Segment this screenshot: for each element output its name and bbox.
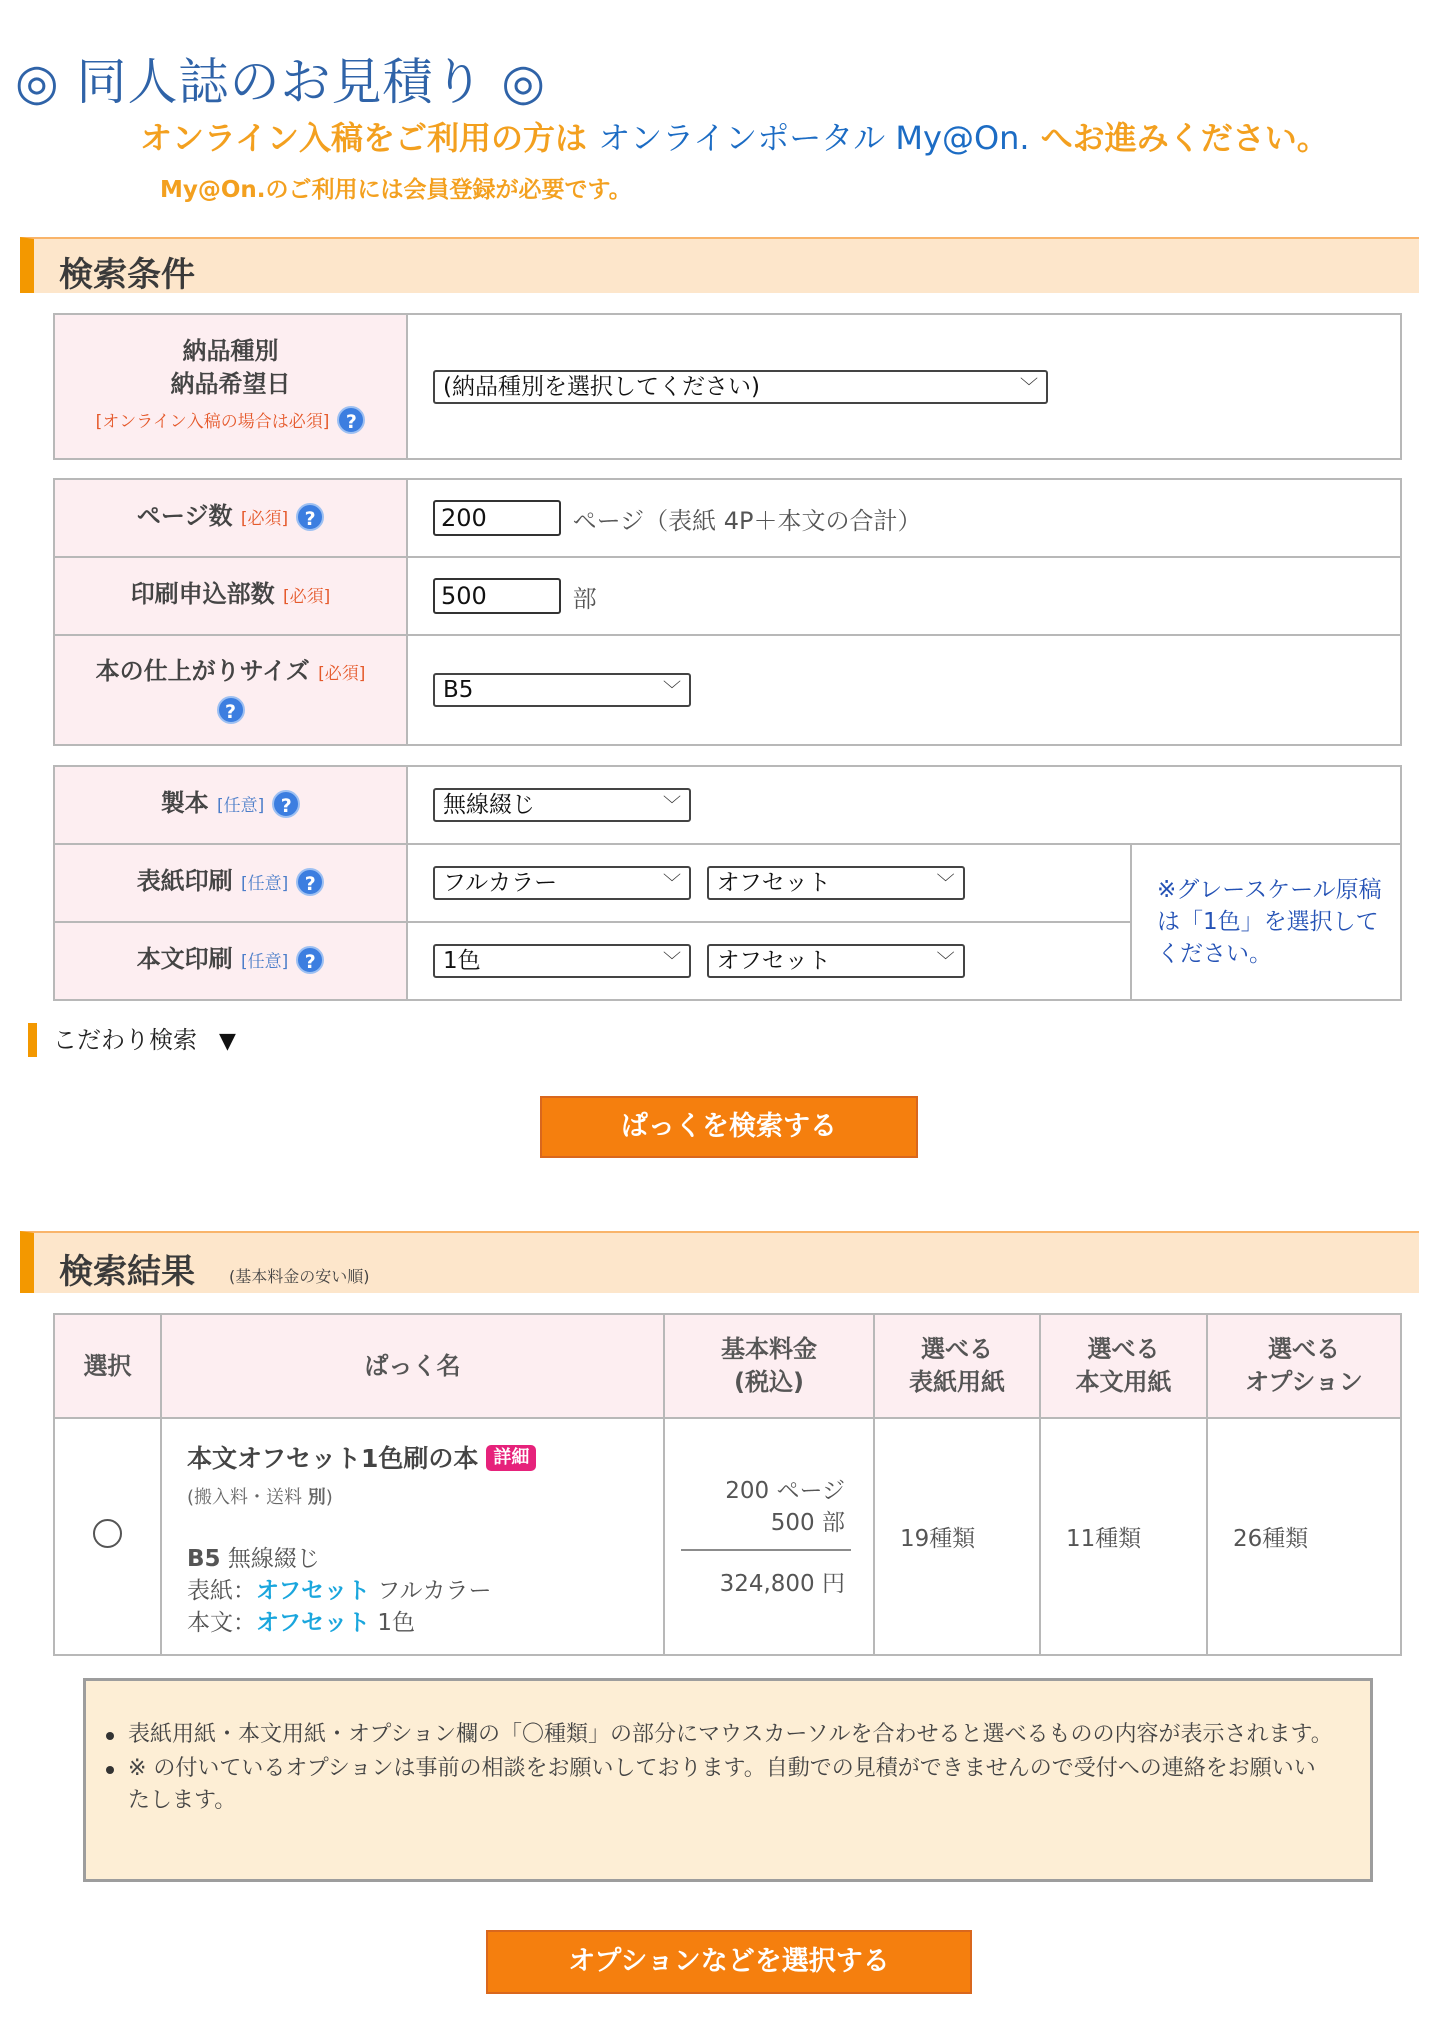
required-tag: [必須] [283, 587, 331, 607]
cover-prefix: 表紙： [187, 1578, 256, 1604]
body-print-label-cell [54, 922, 407, 1000]
member-registration-note: My@On.のご利用には会員登録が必要です。 [160, 177, 632, 203]
help-icon[interactable]: ? [296, 503, 324, 531]
delivery-table [53, 313, 1402, 460]
cover-method: オフセット [256, 1578, 371, 1604]
chevron-down-icon: ﹀ [663, 951, 681, 972]
body-method-select-value: オフセット [716, 948, 831, 974]
pages-label-cell [54, 479, 407, 557]
copies-unit: 部 [572, 584, 597, 613]
advanced-search-toggle[interactable] [28, 1023, 236, 1057]
copies-value-cell [407, 557, 1401, 635]
delivery-label-cell [54, 314, 407, 459]
info-list [104, 1719, 1334, 1817]
binding-label: 製本 [160, 789, 209, 817]
search-pack-button[interactable]: ぱっくを検索する [540, 1096, 918, 1158]
chevron-down-icon: ﹀ [663, 873, 681, 894]
online-portal-notice [140, 113, 1329, 159]
online-prefix: オンライン入稿をご利用の方は [140, 119, 588, 157]
copies-input[interactable]: 500 [433, 578, 561, 614]
print-options-table [53, 765, 1402, 1001]
header-cover-paper-line1: 選べる [921, 1335, 993, 1363]
body-method-select[interactable] [707, 944, 965, 978]
table-row [54, 1418, 1401, 1655]
info-box [83, 1678, 1373, 1882]
search-section-header [20, 237, 1419, 293]
grayscale-note: ※グレースケール原稿は「1色」を選択してください。 [1131, 844, 1401, 1000]
optional-tag: [任意] [217, 796, 265, 816]
size-value-cell [407, 635, 1401, 745]
delivery-type-label: 納品種別 [182, 336, 279, 365]
pack-info-cell [161, 1418, 664, 1655]
pack-spec-cover [187, 1575, 663, 1607]
base-price: 324,800 円 [681, 1549, 851, 1598]
price-pages: 200 ページ [725, 1478, 845, 1504]
triangle-down-icon: ▼ [219, 1029, 236, 1054]
select-options-button[interactable]: オプションなどを選択する [486, 1930, 972, 1994]
body-color-select[interactable] [433, 944, 691, 978]
chevron-down-icon: ﹀ [936, 873, 955, 894]
size-select-value: B5 [443, 677, 474, 703]
results-section-title: 検索結果 [59, 1252, 195, 1292]
results-table [53, 1313, 1402, 1656]
cover-color-select-value: フルカラー [443, 870, 558, 896]
carry-note-prefix: (搬入料・送料 [187, 1487, 303, 1508]
price-cell [664, 1418, 874, 1655]
size-label: 本の仕上がりサイズ [95, 656, 310, 685]
help-icon[interactable]: ? [296, 946, 324, 974]
header-options-line2: オプション [1245, 1368, 1363, 1396]
results-header-row [54, 1314, 1401, 1418]
delivery-type-select-value: (納品種別を選択してください) [443, 373, 760, 400]
carry-note-bold: 別 [307, 1487, 326, 1508]
body-prefix: 本文： [187, 1610, 256, 1636]
help-icon[interactable]: ? [296, 868, 324, 896]
online-portal-link[interactable]: オンラインポータル My@On. [598, 119, 1030, 157]
cover-print-label: 表紙印刷 [136, 867, 233, 895]
optional-tag: [任意] [241, 874, 289, 894]
advanced-search-label: こだわり検索 [53, 1026, 197, 1054]
delivery-value-cell [407, 314, 1401, 459]
required-tag: [必須] [240, 509, 289, 529]
delivery-type-select[interactable] [433, 370, 1048, 404]
pages-unit: ページ（表紙 4P＋本文の合計） [572, 506, 922, 535]
copies-label: 印刷申込部数 [130, 580, 275, 608]
body-color-select-value: 1色 [443, 948, 481, 974]
header-pack-name: ぱっく名 [161, 1314, 664, 1418]
header-body-paper-line1: 選べる [1087, 1335, 1160, 1363]
chevron-down-icon: ﹀ [1020, 376, 1038, 398]
chevron-down-icon: ﹀ [663, 795, 681, 816]
binding-select-value: 無線綴じ [443, 792, 535, 818]
price-copies: 500 部 [770, 1510, 845, 1536]
delivery-required-note: [オンライン入稿の場合は必須] [95, 411, 330, 432]
optional-tag: [任意] [241, 952, 289, 972]
pack-size: B5 [187, 1546, 221, 1572]
header-base-price-line2: (税込) [734, 1368, 804, 1396]
cover-color: フルカラー [377, 1578, 492, 1604]
header-options-line1: 選べる [1268, 1335, 1340, 1363]
pages-input[interactable]: 200 [433, 500, 561, 536]
help-icon[interactable]: ? [217, 696, 245, 724]
cover-color-select[interactable] [433, 866, 691, 900]
body-paper-count[interactable]: 11種類 [1040, 1418, 1207, 1655]
help-icon[interactable]: ? [272, 790, 300, 818]
chevron-down-icon: ﹀ [936, 951, 955, 972]
body-print-label: 本文印刷 [136, 945, 233, 973]
required-tag: [必須] [318, 663, 366, 684]
cover-method-select-value: オフセット [716, 870, 831, 896]
pack-select-radio[interactable] [93, 1519, 122, 1548]
copies-label-cell [54, 557, 407, 635]
list-item: ※ の付いているオプションは事前の相談をお願いしております。自動での見積ができませんので受付への連絡をお願いいたします。 [104, 1753, 1334, 1817]
pages-label: ページ数 [136, 502, 233, 530]
cover-print-value-cell [407, 844, 1131, 922]
chevron-down-icon: ﹀ [663, 680, 681, 701]
pages-value-cell [407, 479, 1401, 557]
header-base-price-line1: 基本料金 [721, 1335, 817, 1363]
binding-value-cell [407, 766, 1401, 844]
body-print-value-cell [407, 922, 1131, 1000]
body-color: 1色 [377, 1610, 416, 1636]
header-body-paper [1040, 1314, 1207, 1418]
detail-badge[interactable]: 詳細 [486, 1445, 536, 1471]
cover-paper-count[interactable]: 19種類 [874, 1418, 1040, 1655]
size-label-cell [54, 635, 407, 745]
quantity-table [53, 478, 1402, 746]
carry-note-suffix: ) [325, 1487, 333, 1508]
body-method: オフセット [256, 1610, 371, 1636]
cover-method-select[interactable] [707, 866, 965, 900]
header-cover-paper [874, 1314, 1040, 1418]
pack-binding: 無線綴じ [227, 1546, 320, 1572]
binding-select[interactable] [433, 788, 691, 822]
options-count[interactable]: 26種類 [1207, 1418, 1401, 1655]
page-title: ◎ 同人誌のお見積り ◎ [15, 53, 547, 111]
header-select: 選択 [54, 1314, 161, 1418]
cover-print-label-cell [54, 844, 407, 922]
header-options [1207, 1314, 1401, 1418]
help-icon[interactable]: ? [337, 406, 365, 434]
header-body-paper-line2: 本文用紙 [1075, 1368, 1172, 1396]
delivery-date-label: 納品希望日 [170, 369, 291, 398]
binding-label-cell [54, 766, 407, 844]
search-section-title: 検索条件 [59, 255, 195, 295]
pack-name: 本文オフセット1色刷の本 [187, 1444, 479, 1473]
results-section-header [20, 1231, 1419, 1293]
header-base-price [664, 1314, 874, 1418]
header-cover-paper-line2: 表紙用紙 [909, 1368, 1005, 1396]
list-item: 表紙用紙・本文用紙・オプション欄の「〇種類」の部分にマウスカーソルを合わせると選べるものの内容が表示されます。 [104, 1719, 1334, 1751]
carry-note [187, 1483, 663, 1509]
pack-spec-size [187, 1543, 663, 1575]
online-suffix: へお進みください。 [1040, 119, 1329, 157]
size-select[interactable] [433, 673, 691, 707]
results-section-subtitle: (基本料金の安い順) [229, 1267, 370, 1286]
select-cell [54, 1418, 161, 1655]
pack-spec-body [187, 1607, 663, 1639]
